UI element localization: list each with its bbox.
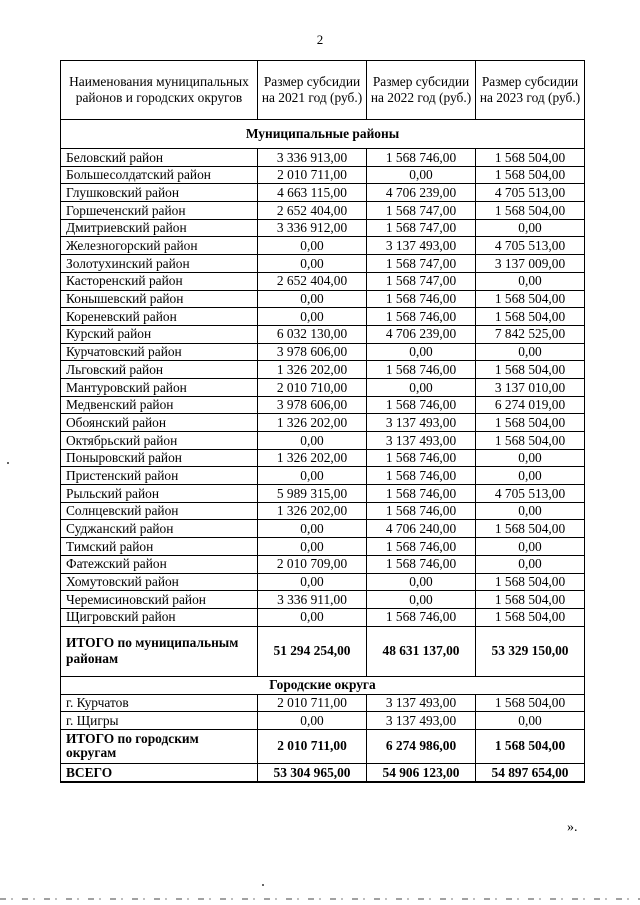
cell-2023: 4 705 513,00 [476,184,585,202]
header-name: Наименования муниципальных районов и городских округов [61,61,258,120]
cell-2022: 1 568 746,00 [367,308,476,326]
cell-2022: 0,00 [367,591,476,609]
cell-name: Касторенский район [61,272,258,290]
cell-2022: 0,00 [367,166,476,184]
cell-2022: 4 706 239,00 [367,184,476,202]
cell-2022: 3 137 493,00 [367,237,476,255]
table-row [61,184,585,202]
table-row [61,308,585,326]
cell-2021: 5 989 315,00 [258,485,367,503]
cell-2022: 1 568 746,00 [367,449,476,467]
grand-total-row [61,763,585,781]
cell-name: Мантуровский район [61,378,258,396]
cell-name: Курчатовский район [61,343,258,361]
cell-name: Тимский район [61,538,258,556]
cell-2023: 1 568 504,00 [476,166,585,184]
cell-2023: 1 568 504,00 [476,202,585,220]
cell-2023: 1 568 504,00 [476,290,585,308]
cell-name: ВСЕГО [61,763,258,781]
cell-name: Конышевский район [61,290,258,308]
cell-name: Хомутовский район [61,573,258,591]
table-row [61,343,585,361]
cell-2023: 0,00 [476,538,585,556]
cell-2023: 54 897 654,00 [476,763,585,781]
cell-2022: 3 137 493,00 [367,432,476,450]
cell-name: Дмитриевский район [61,219,258,237]
cell-2021: 0,00 [258,432,367,450]
table-row [61,555,585,573]
table-row [61,449,585,467]
table-row [61,237,585,255]
table-row [61,414,585,432]
cell-name: Щигровский район [61,608,258,626]
cell-2023: 3 137 010,00 [476,378,585,396]
page-number: 2 [316,32,324,47]
cell-2022: 48 631 137,00 [367,626,476,676]
cell-name: Курский район [61,325,258,343]
table-row [61,166,585,184]
table-row [61,325,585,343]
table-row [61,432,585,450]
cell-2021: 53 304 965,00 [258,763,367,781]
cell-name: Железногорский район [61,237,258,255]
cell-name: Горшеченский район [61,202,258,220]
cell-name: ИТОГО по муниципальным районам [61,626,258,676]
cell-2022: 1 568 746,00 [367,502,476,520]
section-row-urban [61,676,585,694]
cell-2023: 1 568 504,00 [476,414,585,432]
scan-artifact [0,898,640,900]
cell-2023: 53 329 150,00 [476,626,585,676]
cell-2022: 0,00 [367,378,476,396]
cell-2021: 3 978 606,00 [258,343,367,361]
cell-2023: 1 568 504,00 [476,361,585,379]
cell-2023: 1 568 504,00 [476,573,585,591]
cell-2021: 51 294 254,00 [258,626,367,676]
cell-2021: 2 010 711,00 [258,694,367,712]
cell-name: Солнцевский район [61,502,258,520]
cell-2021: 1 326 202,00 [258,449,367,467]
cell-2021: 0,00 [258,712,367,730]
cell-2021: 0,00 [258,255,367,273]
table-row [61,520,585,538]
cell-2022: 1 568 746,00 [367,361,476,379]
cell-2023: 0,00 [476,449,585,467]
cell-2021: 0,00 [258,573,367,591]
table-header-row [61,61,585,120]
cell-2022: 1 568 747,00 [367,202,476,220]
cell-2021: 2 010 710,00 [258,378,367,396]
cell-2022: 3 137 493,00 [367,694,476,712]
cell-2021: 6 032 130,00 [258,325,367,343]
closing-quote: ». [567,820,578,835]
cell-2021: 0,00 [258,308,367,326]
cell-2021: 2 652 404,00 [258,272,367,290]
cell-2021: 1 326 202,00 [258,502,367,520]
cell-name: Обоянский район [61,414,258,432]
cell-2023: 4 705 513,00 [476,485,585,503]
cell-name: Кореневский район [61,308,258,326]
table-row [61,694,585,712]
cell-2023: 0,00 [476,272,585,290]
cell-2023: 1 568 504,00 [476,149,585,167]
cell-2021: 3 978 606,00 [258,396,367,414]
cell-2021: 1 326 202,00 [258,414,367,432]
cell-2022: 3 137 493,00 [367,414,476,432]
cell-2022: 1 568 746,00 [367,485,476,503]
cell-2022: 6 274 986,00 [367,729,476,763]
cell-2021: 0,00 [258,608,367,626]
cell-2023: 3 137 009,00 [476,255,585,273]
cell-2022: 1 568 747,00 [367,255,476,273]
cell-name: Октябрьский район [61,432,258,450]
cell-name: Беловский район [61,149,258,167]
total-municipal-row [61,626,585,676]
header-2022: Размер субсидии на 2022 год (руб.) [367,61,476,120]
table-row [61,591,585,609]
cell-name: Черемисиновский район [61,591,258,609]
cell-2021: 1 326 202,00 [258,361,367,379]
table-row [61,467,585,485]
cell-name: Поныровский район [61,449,258,467]
section-row-municipal [61,120,585,149]
scan-speck [262,884,264,886]
cell-2021: 3 336 913,00 [258,149,367,167]
table-row [61,396,585,414]
table-row [61,608,585,626]
cell-2023: 1 568 504,00 [476,608,585,626]
header-2023: Размер субсидии на 2023 год (руб.) [476,61,585,120]
cell-name: Пристенский район [61,467,258,485]
cell-2021: 0,00 [258,467,367,485]
header-2021: Размер субсидии на 2021 год (руб.) [258,61,367,120]
table-row [61,149,585,167]
cell-2022: 54 906 123,00 [367,763,476,781]
cell-2023: 0,00 [476,712,585,730]
cell-2022: 1 568 746,00 [367,555,476,573]
cell-2021: 4 663 115,00 [258,184,367,202]
cell-2023: 1 568 504,00 [476,520,585,538]
table-row [61,378,585,396]
cell-2022: 1 568 746,00 [367,149,476,167]
cell-2022: 3 137 493,00 [367,712,476,730]
cell-2022: 1 568 747,00 [367,272,476,290]
cell-name: Медвенский район [61,396,258,414]
cell-name: ИТОГО по городским округам [61,729,258,763]
table-row [61,272,585,290]
cell-2022: 1 568 746,00 [367,538,476,556]
cell-name: Льговский район [61,361,258,379]
cell-2021: 0,00 [258,538,367,556]
section-title: Муниципальные районы [61,120,585,149]
cell-2023: 0,00 [476,555,585,573]
cell-2021: 0,00 [258,290,367,308]
cell-name: Золотухинский район [61,255,258,273]
table-row [61,573,585,591]
cell-2023: 0,00 [476,343,585,361]
cell-name: Большесолдатский район [61,166,258,184]
cell-name: г. Курчатов [61,694,258,712]
cell-2021: 2 652 404,00 [258,202,367,220]
cell-2022: 1 568 747,00 [367,219,476,237]
cell-name: Суджанский район [61,520,258,538]
cell-name: Рыльский район [61,485,258,503]
cell-2021: 2 010 711,00 [258,729,367,763]
cell-2023: 6 274 019,00 [476,396,585,414]
cell-2022: 4 706 239,00 [367,325,476,343]
table-row [61,502,585,520]
cell-2023: 1 568 504,00 [476,308,585,326]
cell-2023: 0,00 [476,502,585,520]
cell-2023: 1 568 504,00 [476,729,585,763]
cell-2023: 1 568 504,00 [476,591,585,609]
cell-2023: 1 568 504,00 [476,694,585,712]
cell-2021: 3 336 911,00 [258,591,367,609]
cell-2022: 1 568 746,00 [367,290,476,308]
cell-2022: 0,00 [367,573,476,591]
cell-2023: 7 842 525,00 [476,325,585,343]
cell-name: Фатежский район [61,555,258,573]
cell-2021: 2 010 709,00 [258,555,367,573]
cell-2021: 0,00 [258,520,367,538]
cell-2023: 4 705 513,00 [476,237,585,255]
cell-name: г. Щигры [61,712,258,730]
table-row [61,255,585,273]
cell-2022: 1 568 746,00 [367,608,476,626]
cell-2022: 1 568 746,00 [367,396,476,414]
cell-2023: 0,00 [476,219,585,237]
table-row [61,219,585,237]
scan-speck [7,462,9,464]
total-urban-row [61,729,585,763]
table-row [61,361,585,379]
cell-name: Глушковский район [61,184,258,202]
cell-2022: 4 706 240,00 [367,520,476,538]
table-row [61,290,585,308]
table-row [61,485,585,503]
cell-2021: 2 010 711,00 [258,166,367,184]
section-title: Городские округа [61,676,585,694]
subsidy-table [60,60,585,783]
cell-2021: 0,00 [258,237,367,255]
table-row [61,538,585,556]
cell-2023: 0,00 [476,467,585,485]
cell-2023: 1 568 504,00 [476,432,585,450]
cell-2022: 0,00 [367,343,476,361]
table-row [61,712,585,730]
cell-2021: 3 336 912,00 [258,219,367,237]
table-row [61,202,585,220]
cell-2022: 1 568 746,00 [367,467,476,485]
